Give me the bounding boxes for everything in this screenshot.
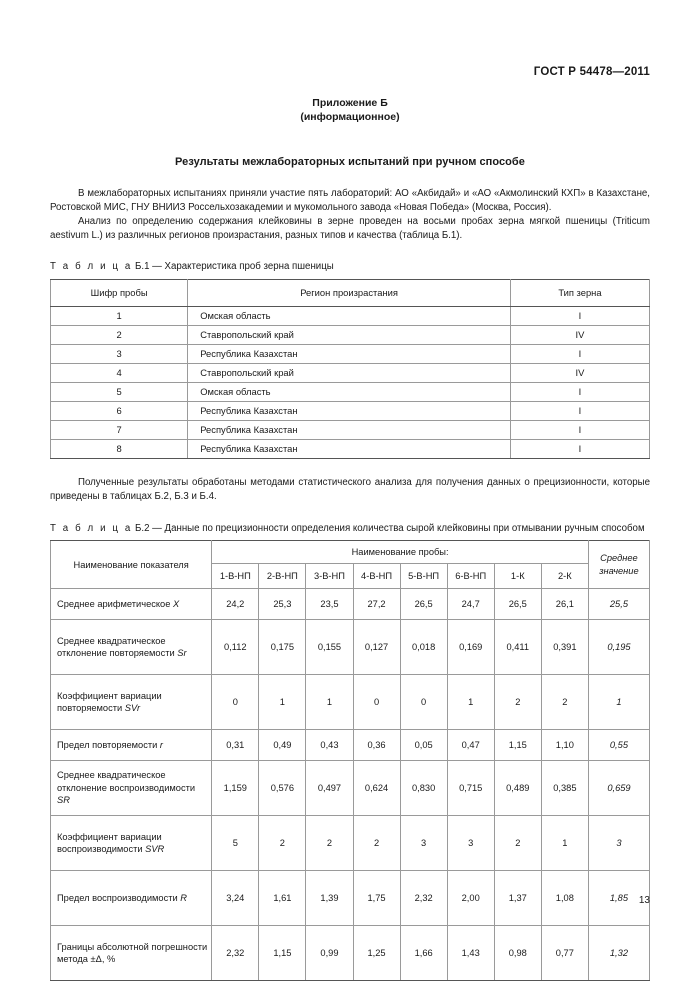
table-b2-cell-average: 3 [588,816,649,871]
table-b2-cell-value: 23,5 [306,589,353,620]
table-b1-cell-code: 1 [51,306,188,325]
table-row [51,620,650,675]
table-row [51,306,650,325]
table-b2-col-sample-6: 6-В-НП [447,564,494,589]
table-row [51,344,650,363]
table-b2-cell-value: 1,25 [353,926,400,981]
table-b2-cell-value: 2 [541,675,588,730]
table-b2-cell-value: 0,385 [541,761,588,816]
table-b2-cell-value: 0,411 [494,620,541,675]
table-row [51,761,650,816]
table-b2-cell-value: 0,36 [353,730,400,761]
table-row [51,382,650,401]
table-b1-cell-region: Омская область [188,382,511,401]
table-b2-cell-value: 0,624 [353,761,400,816]
table-b2-cell-indicator: Предел повторяемости r [51,730,212,761]
table-b1 [50,279,650,459]
table-b2-col-average-line1: Среднее [600,553,638,564]
paragraph-laboratories: В межлабораторных испытаниях приняли участие пять лабораторий: АО «Акбидай» и «АО «Акмолинский КХП» в Казахстане, Ростовской МИС, ГНУ ВНИИЗ Россельхозакадемии и мукомольного завода «Новая Победа» (Москва, Россия). [50,188,650,214]
table-b2-cell-value: 1,61 [259,871,306,926]
table-b2-cell-value: 0,715 [447,761,494,816]
table-b1-col-type: Тип зерна [510,279,649,306]
table-b1-cell-type: I [510,420,649,439]
table-b2-cell-value: 0,830 [400,761,447,816]
table-b2-cell-value: 0,31 [212,730,259,761]
table-b2-cell-value: 2,00 [447,871,494,926]
table-b2-cell-value: 1,66 [400,926,447,981]
table-b2-cell-value: 0,112 [212,620,259,675]
annex-heading-block [50,0,650,124]
indicator-symbol: SVr [124,703,141,714]
table-b1-cell-code: 2 [51,325,188,344]
table-b1-caption [50,260,650,274]
table-row [51,401,650,420]
page-number: 13 [638,895,650,906]
table-b2-cell-indicator: Предел воспроизводимости R [51,871,212,926]
table-b2-cell-value: 0,175 [259,620,306,675]
table-b2-cell-value: 2,32 [212,926,259,981]
table-b2-header-row-group [51,541,650,564]
paragraph-statistics: Полученные результаты обработаны методами статистического анализа для получения данных о прецизионности, которые приведены в таблицах Б.2, Б.3 и Б.4. [50,476,650,502]
table-b2-cell-value: 0,169 [447,620,494,675]
table-b2-cell-value: 0,391 [541,620,588,675]
table-b2-cell-indicator: Коэффициент вариации воспроизводимости SVR [51,816,212,871]
table-b2-cell-value: 0 [212,675,259,730]
table-b2-col-sample-4: 4-В-НП [353,564,400,589]
table-row [51,926,650,981]
table-b2-cell-average: 0,55 [588,730,649,761]
table-b1-caption-label: Т а б л и ц а [50,261,133,273]
table-b1-head [51,279,650,306]
table-b2-cell-value: 5 [212,816,259,871]
table-b2-cell-value: 1,15 [259,926,306,981]
table-b2-cell-value: 1,39 [306,871,353,926]
table-b2-cell-value: 2 [494,816,541,871]
table-b2-col-indicator: Наименование показателя [51,541,212,589]
indicator-symbol: R [180,892,187,903]
section-title: Результаты межлабораторных испытаний при ручном способе [175,156,525,169]
table-row [51,439,650,458]
table-row [51,871,650,926]
table-b2-cell-value: 1,43 [447,926,494,981]
table-b2-col-sample-3: 3-В-НП [306,564,353,589]
indicator-symbol: r [159,739,164,750]
table-b2-cell-average: 1 [588,675,649,730]
table-b2-col-average [588,541,649,589]
table-b2-cell-value: 25,3 [259,589,306,620]
table-b2-cell-value: 1,37 [494,871,541,926]
table-b2-cell-value: 0 [353,675,400,730]
table-b1-col-code: Шифр пробы [51,279,188,306]
table-b2-cell-value: 3,24 [212,871,259,926]
table-b1-header-row [51,279,650,306]
table-b2-cell-value: 3 [447,816,494,871]
annex-title: Приложение Б [312,97,388,109]
table-b2-cell-value: 2 [306,816,353,871]
table-b2-caption-text: — Данные по прецизионности определения количества сырой клейковины при отмывании ручным способом [152,522,645,534]
table-row [51,325,650,344]
table-b1-cell-region: Республика Казахстан [188,344,511,363]
table-b1-cell-region: Республика Казахстан [188,401,511,420]
table-b2-cell-value: 24,2 [212,589,259,620]
paragraph-analysis: Анализ по определению содержания клейковины в зерне проведен на восьми пробах зерна мягкой пшеницы (Triticum aestivum L.) из различных регионов произрастания, разных типов и качества (таблица Б.1). [50,215,650,241]
table-b2-cell-value: 0,576 [259,761,306,816]
table-b2-caption [50,522,650,536]
table-b2-col-sample-5: 5-В-НП [400,564,447,589]
table-b2-cell-value: 0,77 [541,926,588,981]
table-b2-col-sample-2: 2-В-НП [259,564,306,589]
table-b1-cell-type: IV [510,363,649,382]
table-b2-cell-average: 1,85 [588,871,649,926]
table-b2-caption-number: Б.2 [135,522,150,534]
annex-subtitle: (информационное) [300,111,400,124]
table-b2-cell-value: 26,5 [494,589,541,620]
table-b1-cell-code: 4 [51,363,188,382]
table-b1-cell-region: Республика Казахстан [188,439,511,458]
table-b1-cell-region: Республика Казахстан [188,420,511,439]
indicator-symbol: SVR [145,844,165,855]
table-b2-cell-value: 0,018 [400,620,447,675]
table-b2-cell-value: 0,155 [306,620,353,675]
table-b2-cell-value: 2,32 [400,871,447,926]
table-b1-caption-number: Б.1 [135,261,150,273]
table-b2-col-sample-7: 1-К [494,564,541,589]
table-b1-cell-type: I [510,344,649,363]
table-b1-cell-type: I [510,382,649,401]
table-b1-cell-code: 8 [51,439,188,458]
table-b2-head [51,541,650,589]
indicator-symbol: SR [57,795,70,806]
table-b2-cell-value: 1,75 [353,871,400,926]
table-b2-cell-value: 0,98 [494,926,541,981]
table-b2-cell-value: 2 [353,816,400,871]
table-b2-cell-value: 1,08 [541,871,588,926]
table-b2-cell-value: 0,99 [306,926,353,981]
table-b2-cell-value: 0,47 [447,730,494,761]
table-b2-cell-indicator: Среднее арифметическое X [51,589,212,620]
table-b2-cell-value: 0,43 [306,730,353,761]
table-b2-cell-value: 24,7 [447,589,494,620]
table-b1-cell-region: Ставропольский край [188,325,511,344]
table-b2-cell-value: 1 [259,675,306,730]
table-b2-col-group-samples: Наименование пробы: [212,541,589,564]
indicator-symbol: X [172,598,180,609]
table-b1-caption-text: — Характеристика проб зерна пшеницы [152,261,334,273]
table-b2-cell-average: 25,5 [588,589,649,620]
table-row [51,589,650,620]
table-row [51,363,650,382]
table-row [51,420,650,439]
table-b2-cell-value: 1 [447,675,494,730]
table-b2-cell-indicator: Коэффициент вариации повторяемости SVr [51,675,212,730]
table-b1-col-region: Регион произрастания [188,279,511,306]
running-header-standard-number: ГОСТ Р 54478—2011 [533,66,650,78]
table-b2-cell-value: 0,497 [306,761,353,816]
table-b2-cell-value: 0,05 [400,730,447,761]
table-b2-body [51,589,650,981]
table-b2-col-sample-8: 2-К [541,564,588,589]
indicator-symbol: Sr [177,648,187,659]
table-b2-cell-value: 3 [400,816,447,871]
table-b2-cell-value: 26,5 [400,589,447,620]
table-b1-cell-code: 3 [51,344,188,363]
table-b2-cell-value: 1,10 [541,730,588,761]
table-b2-cell-value: 0,127 [353,620,400,675]
table-b2 [50,540,650,981]
table-b2-cell-value: 2 [259,816,306,871]
table-b2-cell-value: 1 [306,675,353,730]
table-b2-cell-value: 1,159 [212,761,259,816]
table-b2-cell-indicator: Границы абсолютной погрешности метода ±Δ, % [51,926,212,981]
table-b1-cell-type: I [510,306,649,325]
table-b1-body [51,306,650,458]
table-b1-cell-type: IV [510,325,649,344]
table-b2-cell-average: 0,659 [588,761,649,816]
table-b2-cell-indicator: Среднее квадратическое отклонение воспроизводимости SR [51,761,212,816]
table-b1-cell-region: Ставропольский край [188,363,511,382]
table-b1-cell-type: I [510,439,649,458]
table-b1-cell-code: 6 [51,401,188,420]
table-row [51,675,650,730]
table-b1-cell-code: 7 [51,420,188,439]
table-b2-cell-value: 26,1 [541,589,588,620]
table-b2-cell-value: 0 [400,675,447,730]
table-b2-cell-indicator: Среднее квадратическое отклонение повторяемости Sr [51,620,212,675]
table-b2-col-average-line2: значение [599,565,639,576]
table-b2-cell-average: 0,195 [588,620,649,675]
table-b2-cell-value: 0,49 [259,730,306,761]
table-b2-cell-value: 27,2 [353,589,400,620]
table-b1-cell-code: 5 [51,382,188,401]
table-b2-cell-value: 1,15 [494,730,541,761]
table-b2-caption-label: Т а б л и ц а [50,522,133,534]
table-b2-cell-value: 2 [494,675,541,730]
table-b2-cell-value: 1 [541,816,588,871]
table-row [51,816,650,871]
table-b1-cell-region: Омская область [188,306,511,325]
table-b1-cell-type: I [510,401,649,420]
table-row [51,730,650,761]
table-b2-cell-average: 1,32 [588,926,649,981]
table-b2-col-sample-1: 1-В-НП [212,564,259,589]
table-b2-cell-value: 0,489 [494,761,541,816]
